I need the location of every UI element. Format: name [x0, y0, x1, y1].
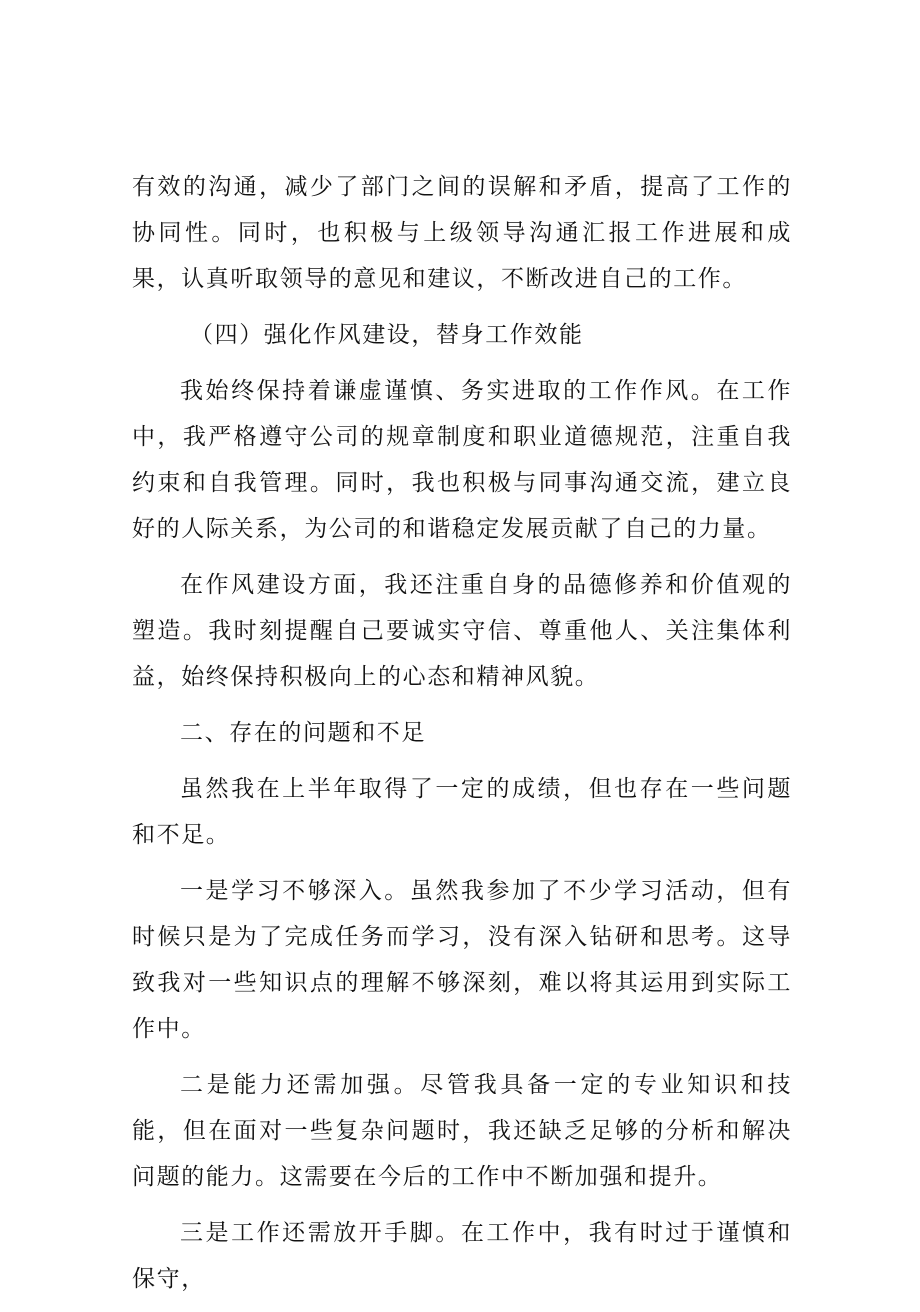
paragraph-continuation: 有效的沟通，减少了部门之间的误解和矛盾，提高了工作的协同性。同时，也积极与上级领导沟通汇报工作进展和成果，认真听取领导的意见和建议，不断改进自己的工作。: [132, 174, 792, 292]
paragraph: 一是学习不够深入。虽然我参加了不少学习活动，但有时候只是为了完成任务而学习，没有深入钻研和思考。这导致我对一些知识点的理解不够深刻，难以将其运用到实际工作中。: [132, 878, 792, 1042]
paragraph: 虽然我在上半年取得了一定的成绩，但也存在一些问题和不足。: [132, 776, 792, 848]
section-subheading: （四）强化作风建设，替身工作效能: [190, 322, 584, 348]
paragraph: 三是工作还需放开手脚。在工作中，我有时过于谨慎和保守，: [132, 1220, 792, 1292]
section-heading: 二、存在的问题和不足: [180, 720, 426, 746]
paragraph: 二是能力还需加强。尽管我具备一定的专业知识和技能，但在面对一些复杂问题时，我还缺乏足够的分析和解决问题的能力。这需要在今后的工作中不断加强和提升。: [132, 1072, 792, 1190]
paragraph: 我始终保持着谦虚谨慎、务实进取的工作作风。在工作中，我严格遵守公司的规章制度和职业道德规范，注重自我约束和自我管理。同时，我也积极与同事沟通交流，建立良好的人际关系，为公司的和谐稳定发展贡献了自己的力量。: [132, 378, 792, 542]
document-body: [132, 164, 792, 1312]
paragraph: 在作风建设方面，我还注重自身的品德修养和价值观的塑造。我时刻提醒自己要诚实守信、尊重他人、关注集体利益，始终保持积极向上的心态和精神风貌。: [132, 572, 792, 690]
